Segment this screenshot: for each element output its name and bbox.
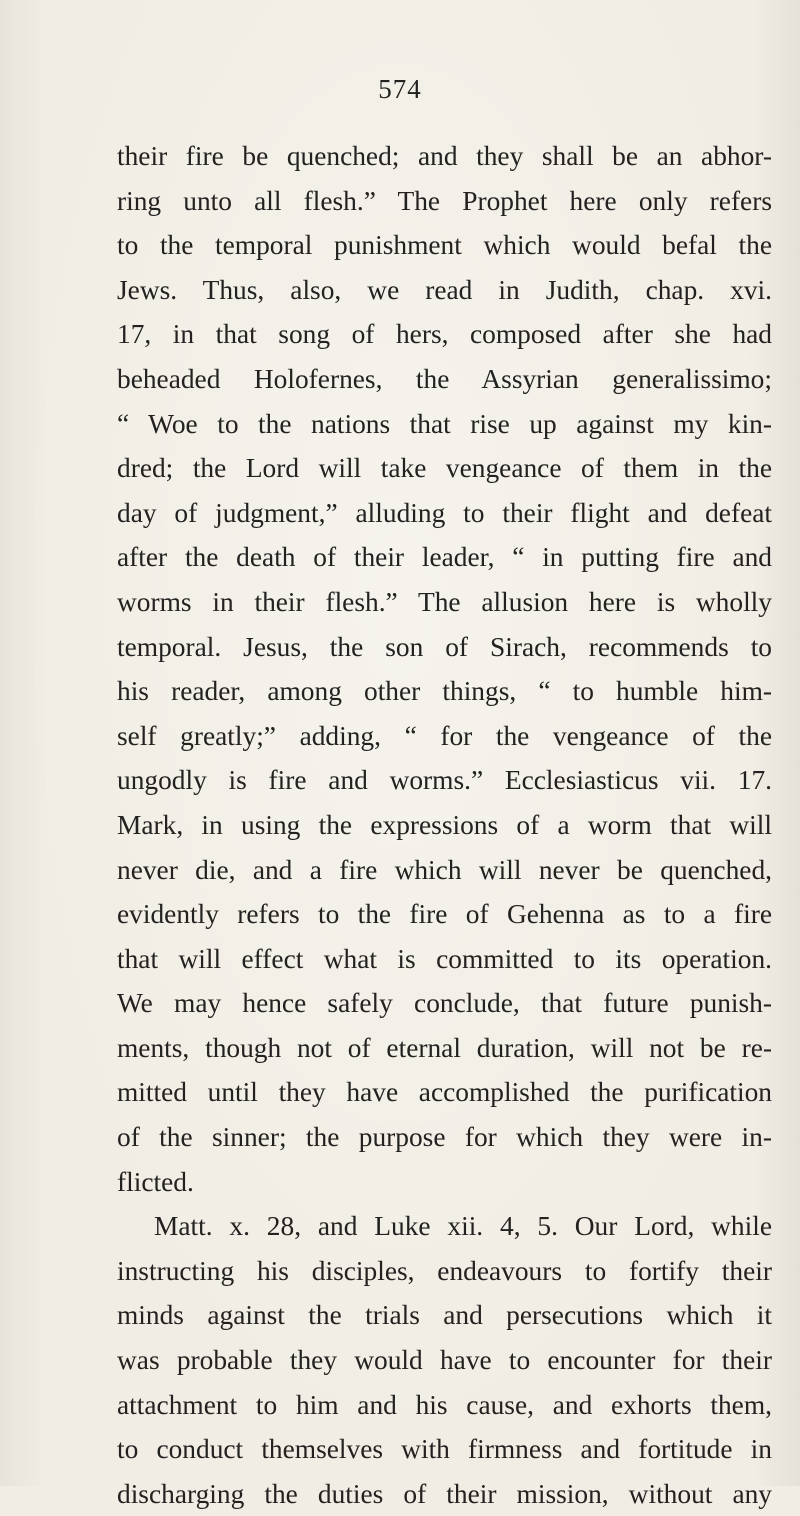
text-line: temporal. Jesus, the son of Sirach, recommends to <box>117 631 772 662</box>
text-line: minds against the trials and persecutions which it <box>117 1300 772 1331</box>
text-line: ungodly is fire and worms.” Ecclesiasticus vii. 17. <box>117 765 772 796</box>
text-line: discharging the duties of their mission, without any <box>117 1478 772 1509</box>
paragraph-end-line: flicted. <box>117 1166 194 1197</box>
text-line: attachment to him and his cause, and exhorts them, <box>117 1389 772 1420</box>
text-line: “ Woe to the nations that rise up against my kin- <box>117 408 772 439</box>
text-line: We may hence safely conclude, that future punish- <box>117 988 772 1019</box>
text-line: to conduct themselves with firmness and fortitude in <box>117 1434 772 1465</box>
text-line: Jews. Thus, also, we read in Judith, chap. xvi. <box>117 274 772 305</box>
text-line: ments, though not of eternal duration, will not be re- <box>117 1032 772 1063</box>
body-text <box>117 134 772 1516</box>
text-line: instructing his disciples, endeavours to fortify their <box>117 1255 772 1286</box>
page-number: 574 <box>378 74 422 104</box>
text-line: 17, in that song of hers, composed after she had <box>117 319 772 350</box>
text-line: of the sinner; the purpose for which they were in- <box>117 1122 772 1153</box>
text-line: worms in their flesh.” The allusion here is wholly <box>117 586 772 617</box>
text-line: evidently refers to the fire of Gehenna as to a fire <box>117 899 772 930</box>
text-line: their fire be quenched; and they shall be an abhor- <box>117 141 772 171</box>
text-line: self greatly;” adding, “ for the vengeance of the <box>117 720 772 751</box>
text-line: his reader, among other things, “ to humble him- <box>117 676 772 707</box>
paragraph-start-line: Matt. x. 28, and Luke xii. 4, 5. Our Lord, while <box>154 1211 772 1242</box>
text-line: was probable they would have to encounter for their <box>117 1345 772 1376</box>
text-line: to the temporal punishment which would befal the <box>117 230 772 261</box>
text-line: after the death of their leader, “ in putting fire and <box>117 542 772 573</box>
text-line: never die, and a fire which will never be quenched, <box>117 854 772 885</box>
text-line: that will effect what is committed to its operation. <box>117 943 772 974</box>
text-line: day of judgment,” alluding to their flight and defeat <box>117 497 772 528</box>
text-line: dred; the Lord will take vengeance of them in the <box>117 453 772 484</box>
text-line: ring unto all flesh.” The Prophet here only refers <box>117 185 772 216</box>
text-line: mitted until they have accomplished the purification <box>117 1077 772 1108</box>
text-line: beheaded Holofernes, the Assyrian generalissimo; <box>117 363 772 394</box>
text-line: Mark, in using the expressions of a worm that will <box>117 809 772 840</box>
